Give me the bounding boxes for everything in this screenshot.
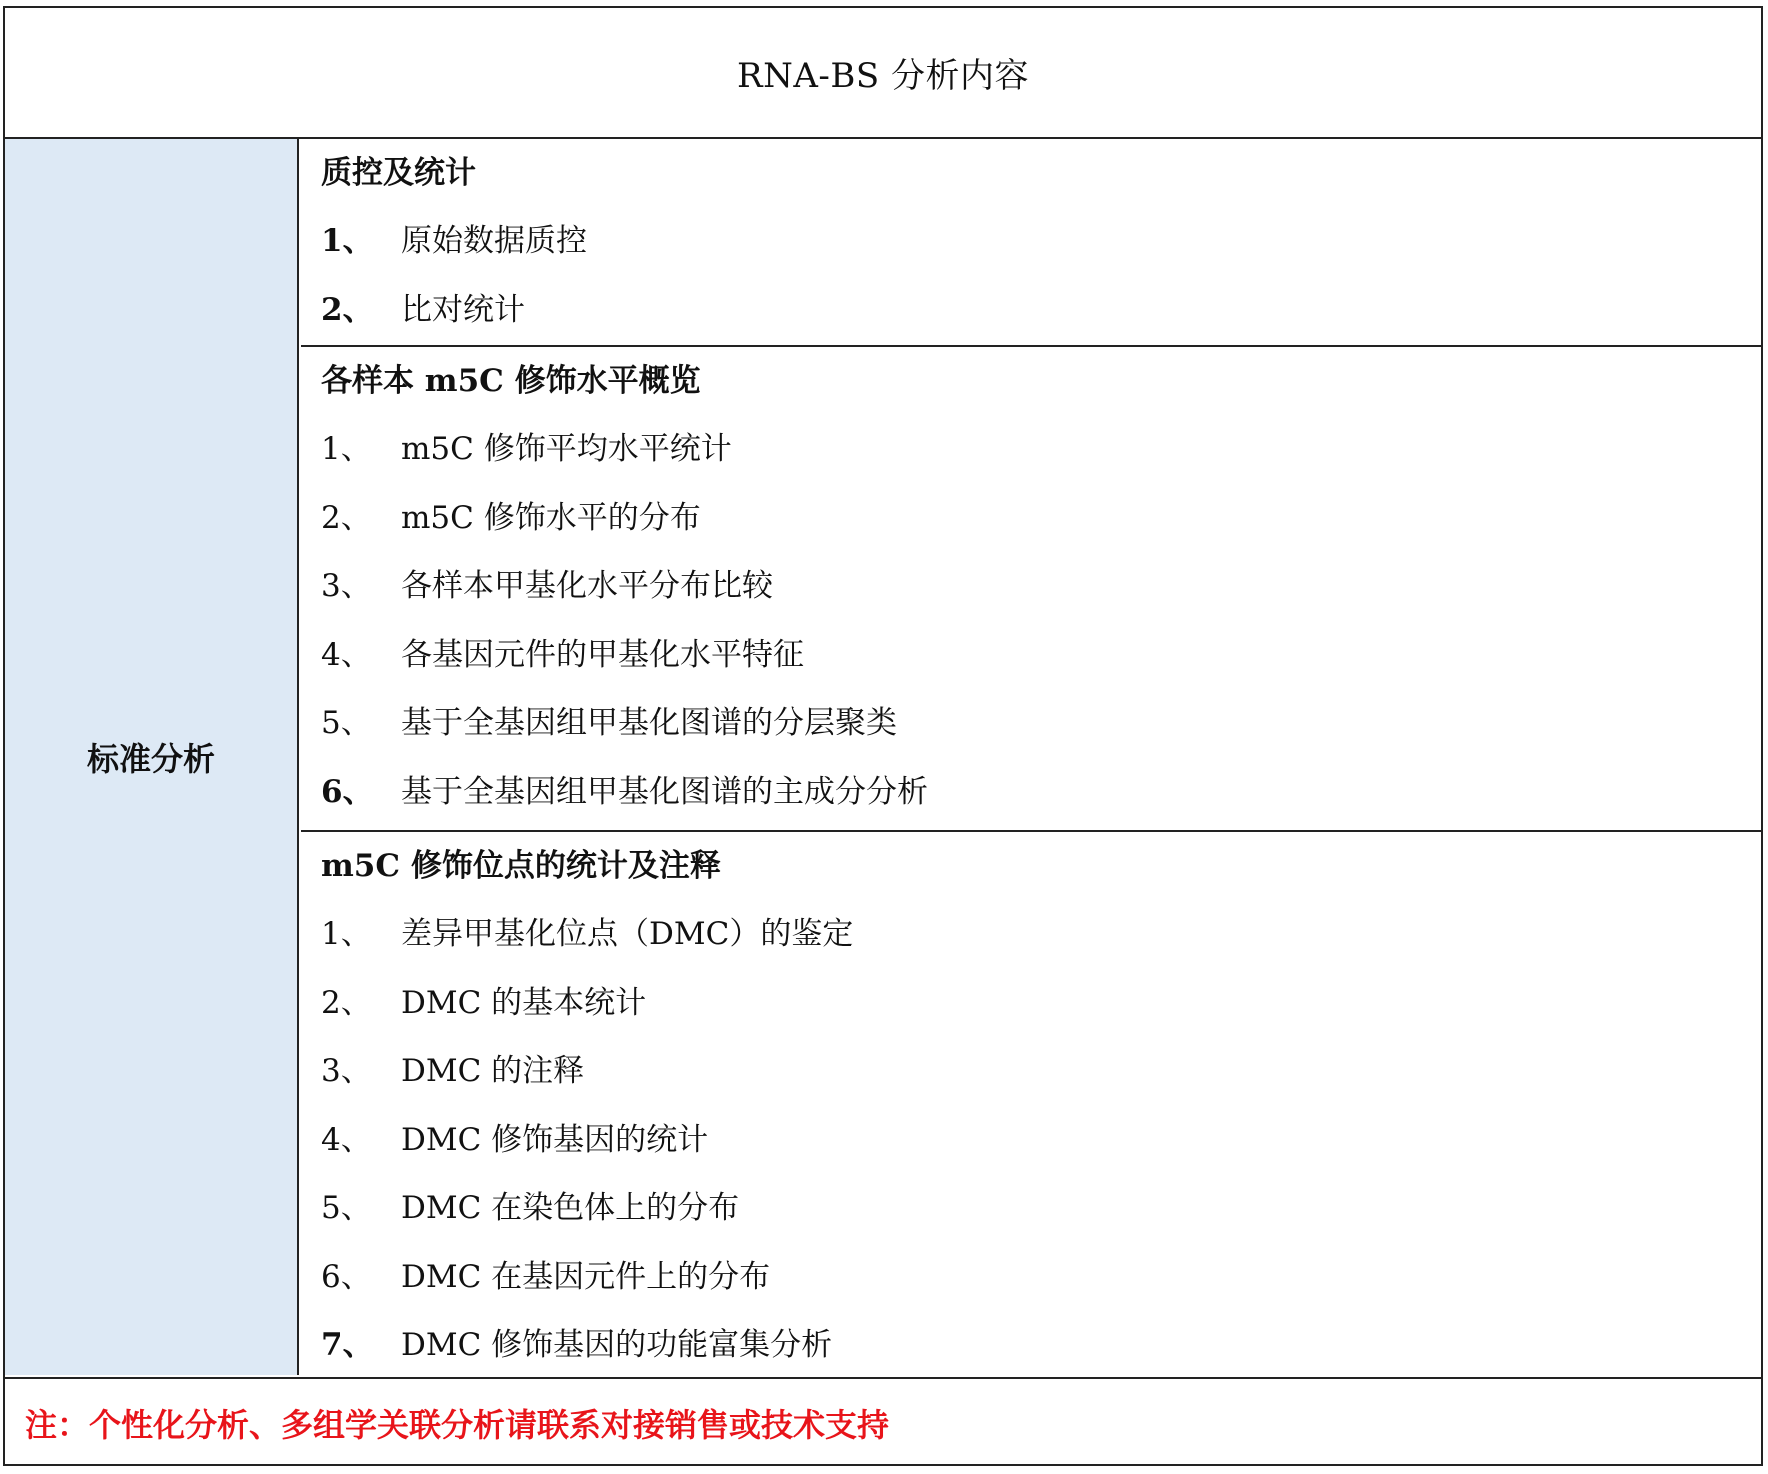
item-number: 2、 xyxy=(321,291,374,328)
item-number: 1、 xyxy=(321,431,372,467)
item-text: 比对统计 xyxy=(401,291,525,328)
table-title: RNA-BS 分析内容 xyxy=(5,8,1761,139)
item-text: DMC 的注释 xyxy=(401,1053,585,1089)
item-text: DMC 在基因元件上的分布 xyxy=(401,1258,771,1295)
item-text: 差异甲基化位点（DMC）的鉴定 xyxy=(401,916,854,952)
item-text: 基于全基因组甲基化图谱的主成分分析 xyxy=(401,773,928,810)
list-item xyxy=(321,552,1761,621)
list-item xyxy=(321,900,1761,969)
list-item xyxy=(321,484,1761,553)
section-heading: m5C 修饰位点的统计及注释 xyxy=(321,848,721,884)
section-heading: 各样本 m5C 修饰水平概览 xyxy=(321,363,701,399)
item-text: 各样本甲基化水平分布比较 xyxy=(401,568,773,604)
list-item xyxy=(321,689,1761,758)
item-number: 7、 xyxy=(321,1327,374,1363)
item-number: 5、 xyxy=(321,1190,372,1226)
analysis-content-table xyxy=(3,6,1763,1466)
list-item xyxy=(321,1106,1761,1175)
side-label-standard-analysis: 标准分析 xyxy=(5,139,299,1375)
item-number: 6、 xyxy=(321,1258,372,1295)
list-item xyxy=(321,415,1761,484)
item-text: 原始数据质控 xyxy=(401,223,587,259)
item-number: 1、 xyxy=(321,223,374,259)
item-number: 5、 xyxy=(321,705,372,741)
item-text: DMC 修饰基因的统计 xyxy=(401,1121,709,1158)
item-text: 各基因元件的甲基化水平特征 xyxy=(401,636,804,673)
list-item xyxy=(321,758,1761,827)
list-item xyxy=(321,621,1761,690)
list-item xyxy=(321,1243,1761,1312)
item-number: 4、 xyxy=(321,1121,372,1158)
item-number: 1、 xyxy=(321,916,372,952)
section-m5c-level-overview xyxy=(301,347,1761,832)
footnote: 注：个性化分析、多组学关联分析请联系对接销售或技术支持 xyxy=(5,1377,1761,1466)
item-text: DMC 的基本统计 xyxy=(401,984,647,1021)
section-heading: 质控及统计 xyxy=(321,155,476,191)
item-text: 基于全基因组甲基化图谱的分层聚类 xyxy=(401,705,897,741)
list-item xyxy=(321,1037,1761,1106)
item-number: 2、 xyxy=(321,984,372,1021)
list-item xyxy=(321,969,1761,1038)
list-item xyxy=(321,276,1761,345)
item-text: DMC 在染色体上的分布 xyxy=(401,1190,740,1226)
item-text: m5C 修饰平均水平统计 xyxy=(401,431,732,467)
item-number: 3、 xyxy=(321,1053,372,1089)
section-qc-statistics xyxy=(301,139,1761,347)
item-text: DMC 修饰基因的功能富集分析 xyxy=(401,1327,833,1363)
analysis-sections xyxy=(301,139,1761,1375)
item-number: 2、 xyxy=(321,499,372,536)
item-number: 3、 xyxy=(321,568,372,604)
section-m5c-site-stats-annotation xyxy=(301,832,1761,1375)
list-item xyxy=(321,1311,1761,1380)
list-item xyxy=(321,207,1761,276)
item-text: m5C 修饰水平的分布 xyxy=(401,499,701,536)
list-item xyxy=(321,1174,1761,1243)
item-number: 6、 xyxy=(321,773,374,810)
item-number: 4、 xyxy=(321,636,372,673)
